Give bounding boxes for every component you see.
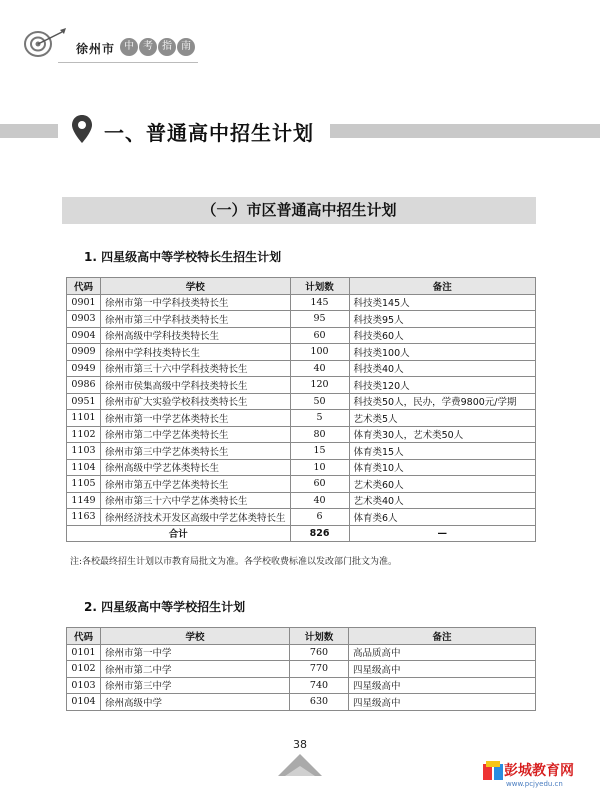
- cell-note: 科技类95人: [349, 311, 535, 328]
- table1-heading: 1. 四星级高中等学校特长生招生计划: [84, 250, 282, 264]
- cell-code: 0909: [67, 344, 101, 361]
- table-row: [67, 311, 536, 328]
- cell-school: 徐州市第三中学科技类特长生: [101, 311, 291, 328]
- column-header-school: 学校: [101, 278, 291, 295]
- title-bar-right: [330, 124, 600, 138]
- table-row: [67, 360, 536, 377]
- table-total-row: [67, 525, 536, 542]
- total-note: —: [349, 525, 535, 542]
- header-guide-char: 指: [158, 38, 176, 56]
- watermark-text: 彭城教育网: [504, 763, 574, 779]
- cell-note: 艺术类5人: [349, 410, 535, 427]
- cell-note: 四星级高中: [349, 661, 536, 678]
- total-label: 合计: [67, 525, 291, 542]
- cell-note: 科技类120人: [349, 377, 535, 394]
- header-guide-char: 中: [120, 38, 138, 56]
- cell-school: 徐州经济技术开发区高级中学艺体类特长生: [101, 509, 291, 526]
- table-row: [67, 327, 536, 344]
- table-row: [67, 459, 536, 476]
- table-row: [67, 377, 536, 394]
- table-header-row: [67, 278, 536, 295]
- cell-school: 徐州市第二中学艺体类特长生: [101, 426, 291, 443]
- cell-school: 徐州高级中学: [101, 694, 290, 711]
- table-row: [67, 509, 536, 526]
- cell-school: 徐州市第二中学: [101, 661, 290, 678]
- cell-plan: 80: [290, 426, 349, 443]
- cell-plan: 15: [290, 443, 349, 460]
- column-header-school: 学校: [101, 628, 290, 645]
- cell-school: 徐州高级中学科技类特长生: [101, 327, 291, 344]
- table-row: [67, 644, 536, 661]
- cell-school: 徐州高级中学艺体类特长生: [101, 459, 291, 476]
- cell-plan: 770: [290, 661, 349, 678]
- column-header-code: 代码: [67, 278, 101, 295]
- cell-note: 艺术类40人: [349, 492, 535, 509]
- cell-plan: 630: [290, 694, 349, 711]
- column-header-plan: 计划数: [290, 628, 349, 645]
- cell-code: 0101: [67, 644, 101, 661]
- cell-code: 1104: [67, 459, 101, 476]
- cell-note: 四星级高中: [349, 677, 536, 694]
- header-guide-char: 南: [177, 38, 195, 56]
- cell-plan: 6: [290, 509, 349, 526]
- column-header-plan: 计划数: [290, 278, 349, 295]
- watermark-url: www.pcjyedu.cn: [506, 780, 563, 788]
- header-divider: [58, 62, 198, 63]
- cell-school: 徐州市侯集高级中学科技类特长生: [101, 377, 291, 394]
- page-number: 38: [293, 738, 307, 751]
- dart-target-icon: [16, 26, 76, 66]
- cell-code: 0904: [67, 327, 101, 344]
- column-header-note: 备注: [349, 628, 536, 645]
- cell-note: 科技类145人: [349, 294, 535, 311]
- cell-plan: 40: [290, 492, 349, 509]
- table-row: [67, 661, 536, 678]
- cell-code: 0951: [67, 393, 101, 410]
- cell-school: 徐州市第五中学艺体类特长生: [101, 476, 291, 493]
- cell-code: 1102: [67, 426, 101, 443]
- table-header-row: [67, 628, 536, 645]
- cell-school: 徐州市第三中学: [101, 677, 290, 694]
- cell-note: 科技类100人: [349, 344, 535, 361]
- cell-code: 1101: [67, 410, 101, 427]
- cell-code: 0901: [67, 294, 101, 311]
- cell-note: 艺术类60人: [349, 476, 535, 493]
- cell-code: 1105: [67, 476, 101, 493]
- section-title: 一、普通高中招生计划: [104, 121, 314, 145]
- cell-plan: 50: [290, 393, 349, 410]
- footnote: 注:各校最终招生计划以市教育局批文为准。各学校收费标准以发改部门批文为准。: [70, 557, 398, 567]
- cell-plan: 100: [290, 344, 349, 361]
- cell-code: 0104: [67, 694, 101, 711]
- cell-code: 1149: [67, 492, 101, 509]
- cell-note: 体育类15人: [349, 443, 535, 460]
- cell-plan: 60: [290, 327, 349, 344]
- cell-note: 科技类40人: [349, 360, 535, 377]
- cell-code: 0903: [67, 311, 101, 328]
- table-row: [67, 410, 536, 427]
- four-star-schools-table: [66, 627, 536, 711]
- specialty-students-table: [66, 277, 536, 542]
- table-row: [67, 443, 536, 460]
- cell-plan: 40: [290, 360, 349, 377]
- cell-code: 0103: [67, 677, 101, 694]
- total-value: 826: [290, 525, 349, 542]
- cell-plan: 120: [290, 377, 349, 394]
- location-pin-icon: [70, 114, 94, 144]
- header-guide-char: 考: [139, 38, 157, 56]
- cell-note: 体育类30人，艺术类50人: [349, 426, 535, 443]
- book-logo-icon: [482, 760, 504, 784]
- column-header-note: 备注: [349, 278, 535, 295]
- table2-heading: 2. 四星级高中等学校招生计划: [84, 600, 246, 614]
- table-row: [67, 677, 536, 694]
- cell-plan: 740: [290, 677, 349, 694]
- cell-plan: 145: [290, 294, 349, 311]
- cell-note: 科技类50人，民办，学费9800元/学期: [349, 393, 535, 410]
- table-row: [67, 476, 536, 493]
- cell-code: 1103: [67, 443, 101, 460]
- cell-note: 科技类60人: [349, 327, 535, 344]
- cell-note: 高品质高中: [349, 644, 536, 661]
- subsection-title: （一）市区普通高中招生计划: [201, 201, 397, 219]
- cell-school: 徐州中学科技类特长生: [101, 344, 291, 361]
- cell-code: 0986: [67, 377, 101, 394]
- cell-code: 0949: [67, 360, 101, 377]
- cell-school: 徐州市第一中学: [101, 644, 290, 661]
- cell-note: 体育类6人: [349, 509, 535, 526]
- cell-plan: 60: [290, 476, 349, 493]
- cell-school: 徐州市矿大实验学校科技类特长生: [101, 393, 291, 410]
- cell-plan: 760: [290, 644, 349, 661]
- cell-plan: 95: [290, 311, 349, 328]
- cell-note: 体育类10人: [349, 459, 535, 476]
- column-header-code: 代码: [67, 628, 101, 645]
- cell-code: 0102: [67, 661, 101, 678]
- cell-code: 1163: [67, 509, 101, 526]
- title-bar-left: [0, 124, 58, 138]
- cell-school: 徐州市第一中学艺体类特长生: [101, 410, 291, 427]
- cell-plan: 10: [290, 459, 349, 476]
- table-row: [67, 426, 536, 443]
- table-row: [67, 694, 536, 711]
- cell-note: 四星级高中: [349, 694, 536, 711]
- header-city: 徐州市: [76, 42, 116, 56]
- cell-school: 徐州市第三十六中学艺体类特长生: [101, 492, 291, 509]
- table-row: [67, 294, 536, 311]
- cell-school: 徐州市第一中学科技类特长生: [101, 294, 291, 311]
- cell-school: 徐州市第三十六中学科技类特长生: [101, 360, 291, 377]
- table-row: [67, 492, 536, 509]
- table-row: [67, 393, 536, 410]
- cell-school: 徐州市第三中学艺体类特长生: [101, 443, 291, 460]
- footer-triangle-inner-decoration: [285, 766, 315, 776]
- cell-plan: 5: [290, 410, 349, 427]
- table-row: [67, 344, 536, 361]
